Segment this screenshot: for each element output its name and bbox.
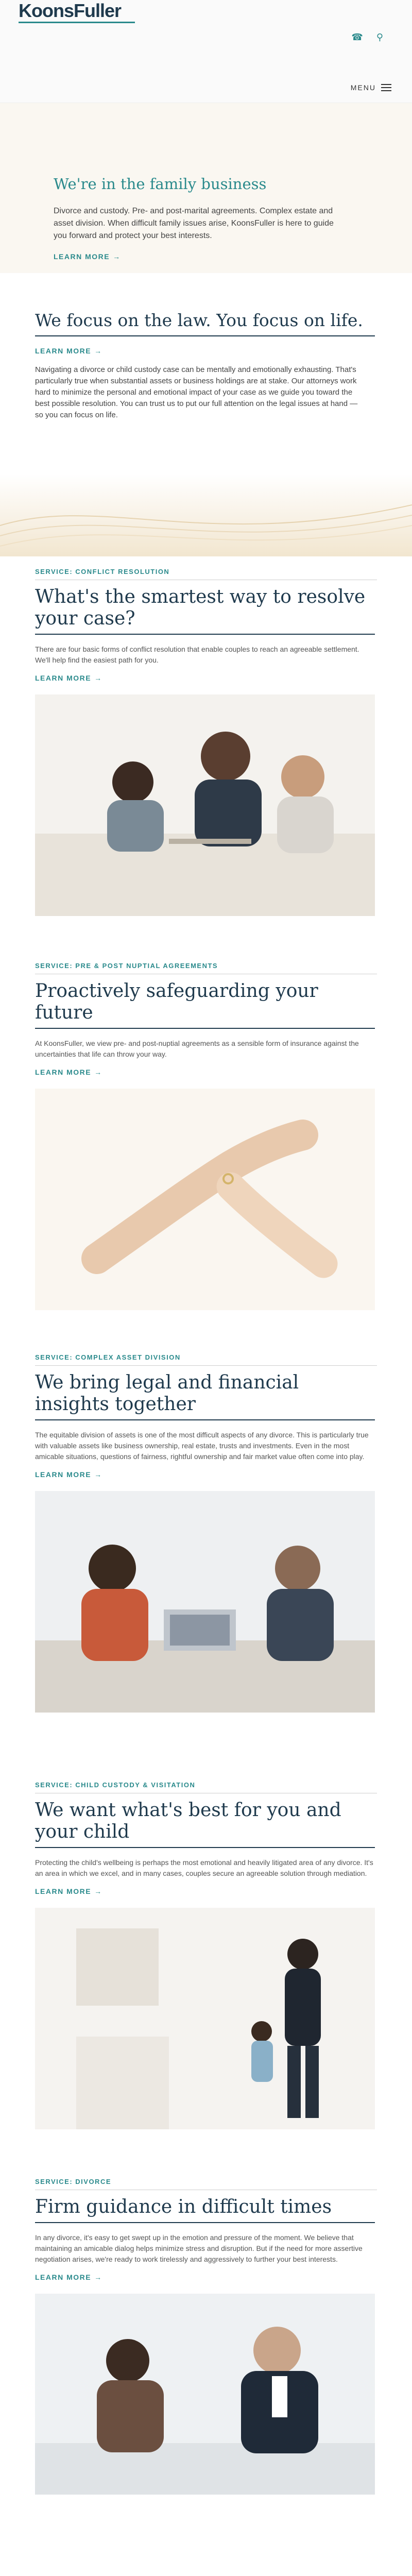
search-icon[interactable]: ⚲: [376, 32, 383, 42]
service-divorce: [0, 2166, 412, 2548]
service-learn-more-link[interactable]: [35, 674, 102, 682]
service-learn-more-link[interactable]: [35, 1887, 102, 1895]
service-body: Protecting the child's wellbeing is perhaps the most emotional and heavily litigated area of any divorce. It's an area in which we excel, and in many cases, couples secure an agreeable solution through mediation.: [35, 1858, 373, 1877]
arrow-right-icon: →: [94, 1470, 102, 1479]
service-divider: [35, 1028, 375, 1029]
service-body: There are four basic forms of conflict resolution that enable couples to reach an agreeable settlement. We'll help find the easiest path for you.: [35, 645, 359, 664]
service-learn-more-label: LEARN MORE: [35, 674, 92, 682]
service-child-custody: [0, 1770, 412, 2166]
service-conflict-resolution: [0, 556, 412, 951]
phone-icon[interactable]: ☎: [351, 32, 363, 42]
service-tag: SERVICE: CHILD CUSTODY & VISITATION: [35, 1781, 196, 1789]
service-photo-lawyer: [35, 2294, 375, 2495]
focus-body: Navigating a divorce or child custody case can be mentally and emotionally exhausting. That's particularly true when substantial assets or business holdings are at stake. Our attorneys work hard to minimize the personal and emotional impact of your case as we guide you toward the best possible resolution. You can trust us to put our full attention on the legal issues at hand — so you can focus on life.: [35, 365, 358, 419]
logo-underline: [19, 22, 135, 23]
service-nuptial-agreements: [0, 951, 412, 1342]
hero-title: We're in the family business: [54, 175, 267, 193]
service-learn-more-label: LEARN MORE: [35, 1470, 92, 1479]
service-tag: SERVICE: DIVORCE: [35, 2178, 112, 2185]
focus-divider: [35, 335, 375, 336]
service-learn-more-link[interactable]: [35, 1470, 102, 1479]
arrow-right-icon: →: [94, 347, 102, 355]
hero-learn-more-link[interactable]: [54, 252, 121, 261]
testimonials-section: [0, 2548, 412, 2576]
service-title: What's the smartest way to resolve your case?: [35, 586, 366, 629]
service-divider: [35, 634, 375, 635]
service-title: We bring legal and financial insights together: [35, 1372, 299, 1415]
hero-body: Divorce and custody. Pre- and post-marital agreements. Complex estate and asset division. When difficult family issues arise, KoonsFuller is here to guide you forward and protect your best interests.: [54, 207, 334, 240]
arrow-right-icon: →: [94, 1887, 102, 1895]
service-photo-hands: [35, 1089, 375, 1310]
service-photo-consultation: [35, 694, 375, 916]
service-divider: [35, 1419, 375, 1420]
service-tag-divider: [35, 1365, 377, 1366]
service-divider: [35, 2222, 375, 2223]
service-learn-more-label: LEARN MORE: [35, 1068, 92, 1076]
service-tag: SERVICE: CONFLICT RESOLUTION: [35, 568, 170, 575]
service-tag: SERVICE: COMPLEX ASSET DIVISION: [35, 1353, 181, 1361]
focus-learn-more-label: LEARN MORE: [35, 347, 92, 355]
service-divider: [35, 1847, 375, 1848]
service-learn-more-link[interactable]: [35, 2273, 102, 2281]
header-icons: [351, 32, 383, 43]
service-body: At KoonsFuller, we view pre- and post-nuptial agreements as a sensible form of insurance against the uncertainties that life can throw your way.: [35, 1039, 359, 1058]
decorative-wave: [0, 474, 412, 556]
menu-button[interactable]: [351, 83, 391, 92]
hero-section: [0, 103, 412, 273]
service-photo-meeting: [35, 1491, 375, 1713]
arrow-right-icon: →: [94, 674, 102, 682]
focus-title: We focus on the law. You focus on life.: [35, 310, 363, 330]
arrow-right-icon: →: [94, 2273, 102, 2281]
site-logo[interactable]: KoonsFuller: [19, 0, 122, 21]
menu-label: MENU: [350, 83, 376, 92]
service-body: The equitable division of assets is one of the most difficult aspects of any divorce. This is particularly true with valuable assets like business ownership, real estate, trusts and investments. Even in the most amicable situations, questions of fairness, rightful ownership and fair market value often come into play.: [35, 1431, 369, 1461]
site-header: [0, 0, 412, 103]
service-complex-asset-division: [0, 1342, 412, 1770]
arrow-right-icon: →: [94, 1068, 102, 1076]
hero-learn-more-label: LEARN MORE: [54, 252, 110, 261]
service-photo-family: [35, 1908, 375, 2129]
service-learn-more-label: LEARN MORE: [35, 2273, 92, 2281]
service-learn-more-link[interactable]: [35, 1068, 102, 1076]
service-tag: SERVICE: PRE & POST NUPTIAL AGREEMENTS: [35, 962, 218, 970]
service-title: Proactively safeguarding your future: [35, 980, 318, 1023]
focus-learn-more-link[interactable]: [35, 347, 377, 355]
service-body: In any divorce, it's easy to get swept up in the emotion and pressure of the moment. We believe that maintaining an amicable dialog helps minimize stress and disruption. But if the need for more assertive negotiation arises, we're ready to work tirelessly and aggressively to further your best interests.: [35, 2233, 363, 2263]
service-learn-more-label: LEARN MORE: [35, 1887, 92, 1895]
service-title: We want what's best for you and your child: [35, 1800, 341, 1842]
focus-section: [0, 273, 412, 474]
service-title: Firm guidance in difficult times: [35, 2196, 332, 2217]
arrow-right-icon: →: [113, 252, 121, 261]
hamburger-icon: [381, 84, 391, 91]
